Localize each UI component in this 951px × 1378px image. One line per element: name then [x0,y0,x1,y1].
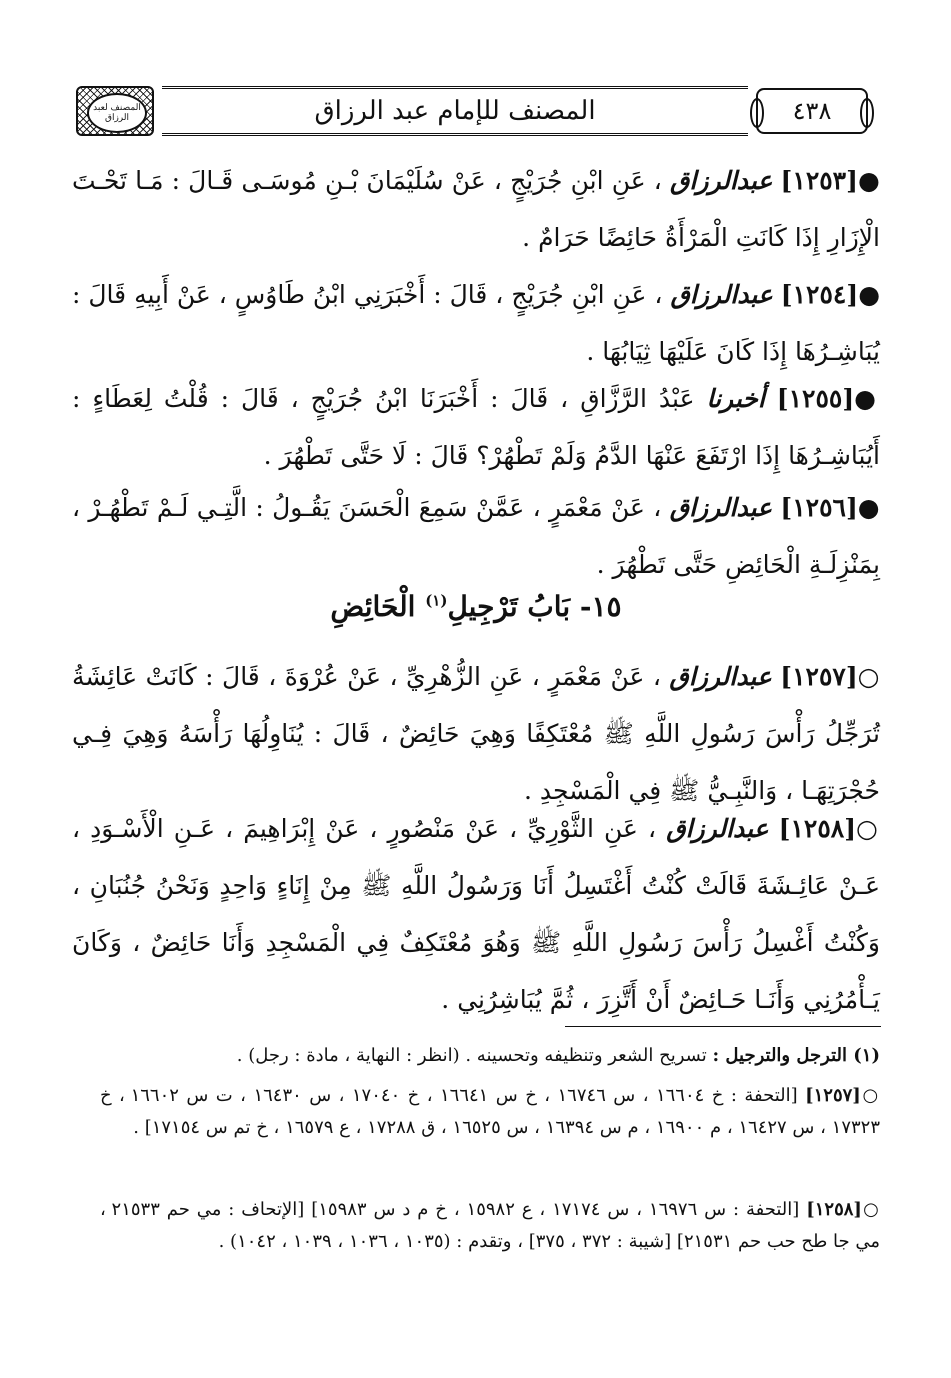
entry-number: [١٢٥٧] [780,662,858,691]
entry-marker: ● [854,384,880,413]
emblem-medallion: المصنف لعبد الرزاق [87,93,147,133]
entry-text: عَبْدُ الرَّزَّاقِ ، قَالَ : أَخْبَرَنَا ابْنُ جُرَيْجٍ ، قَالَ : قُلْتُ لِعَطَاءٍ : أَيُبَاشِـرُهَا إِذَا ارْتَفَعَ عَنْهَا الدَّمُ وَلَمْ تَطْهُرْ؟ قَالَ : لَا حَتَّى تَطْهُرَ . [72,384,880,470]
page-header [76,82,876,140]
section-title-part1: بَابُ تَرْجِيلِ [447,590,571,623]
entry-source: عبدالرزاق [670,166,773,195]
entry-source: أخبرنا [706,384,765,413]
section-number: ١٥- [579,590,622,623]
entry-marker: ● [857,493,880,522]
page-number-frame [756,88,868,134]
section-heading [72,590,880,623]
hadith-entry [72,648,880,819]
entry-source: عبدالرزاق [666,814,769,843]
footnote [100,1194,880,1258]
page-number: ٤٣٨ [792,97,832,125]
entry-number: [١٢٥٣] [780,166,858,195]
entry-number: [١٢٥٤] [780,280,859,309]
entry-text: ، عَنْ مَعْمَرٍ ، عَنِ الزُّهْرِيِّ ، عَنْ عُرْوَةَ ، قَالَ : كَانَتْ عَائِشَةُ تُرَجِّلُ رَأْسَ رَسُولِ اللَّهِ ﷺ مُعْتَكِفًا وَهِيَ حَائِضٌ ، قَالَ : يُنَاوِلُهَا رَأْسَهُ وَهِيَ فِـي حُجْرَتِهَـا ، وَالنَّبِـيُّ ﷺ فِي الْمَسْجِدِ . [72,662,880,805]
hadith-entry [72,152,880,266]
footnote [100,1080,880,1144]
entry-source: عبدالرزاق [669,662,772,691]
section-title-part2: الْحَائِضِ [330,590,416,623]
entry-source: عبدالرزاق [669,493,773,522]
entry-marker: ● [857,166,880,195]
running-title: المصنف للإمام عبد الرزاق [314,96,596,126]
footnote-reference: (١) [425,591,448,610]
entry-marker: ● [858,280,881,309]
entry-number: [١٢٥٦] [780,493,858,522]
entry-text: ، عَنْ مَعْمَرٍ ، عَمَّنْ سَمِعَ الْحَسَنَ يَقُـولُ : الَّتِـي لَـمْ تَطْهُـرْ ، بِمَنْزِلَـةِ الْحَائِضِ حَتَّى تَطْهُرَ . [72,493,880,579]
hadith-entry [72,800,880,1028]
entry-number: [١٢٥٨] [778,814,857,843]
hadith-entry [72,370,880,484]
footnote-text: [التحفة : خ ١٦٦٠٤ ، س ١٦٧٤٦ ، خ س ١٦٦٤١ ، خ ١٧٠٤٠ ، س ١٦٤٣٠ ، ت س ١٦٦٠٢ ، خ ١٧٣٢٣ ، س ١٦٤٢٧ ، م ١٦٩٠٠ ، م س ١٦٣٩٤ ، س ١٦٥٢٥ ، ق ١٧٢٨٨ ، ع ١٦٥٧٩ ، خ تم س ١٧١٥٤] . [100,1085,880,1138]
footnote-text: تسريح الشعر وتنظيفه وتحسينه . (انظر : النهاية ، مادة : رجل) . [236,1045,707,1066]
footnote-text: [التحفة : س ١٦٩٧٦ ، س ١٧١٧٤ ، ع ١٥٩٨٢ ، خ م د س ١٥٩٨٣] [الإتحاف : مي حم ٢١٥٣٣ ، مي جا طح حب حم ٢١٥٣١] [شيبة : ٣٧٢ ، ٣٧٥] ، وتقدم : (١٠٣٥ ، ١٠٣٦ ، ١٠٣٩ ، ١٠٤٢) . [100,1199,880,1252]
footnote [100,1040,880,1072]
entry-marker: ○ [857,662,880,691]
footnote-label: (١) الترجل والترجيل : [712,1045,880,1066]
footnote-label: ○[١٢٥٨] [806,1199,880,1220]
header-emblem [76,86,154,136]
entry-marker: ○ [856,814,880,843]
entry-source: عبدالرزاق [670,280,773,309]
hadith-entry [72,479,880,593]
hadith-entry [72,266,880,380]
entry-text: ، عَنِ ابْنِ جُرَيْجٍ ، قَالَ : أَخْبَرَنِي ابْنُ طَاوُسٍ ، عَنْ أَبِيهِ قَالَ : يُبَاشِـرُهَا إِذَا كَانَ عَلَيْهَا ثِيَابُهَا . [72,280,880,366]
running-title-band [162,86,748,136]
entry-text: ، عَنِ الثَّوْرِيِّ ، عَنْ مَنْصُورٍ ، عَنْ إِبْرَاهِيمَ ، عَـنِ الْأَسْـوَدِ ، عَـنْ عَائِـشَةَ قَالَتْ كُنْتُ أَغْتَسِلُ أَنَا وَرَسُولُ اللَّهِ ﷺ مِنْ إِنَاءٍ وَاحِدٍ وَنَحْنُ جُنُبَانِ ، وَكُنْتُ أَغْسِلُ رَأْسَ رَسُولِ اللَّهِ ﷺ وَهُوَ مُعْتَكِفٌ فِي الْمَسْجِدِ وَأَنَا حَائِضٌ ، وَكَانَ يَـأْمُرُنِي وَأَنَـا حَـائِضٌ أَنْ أَتَّزِرَ ، ثُمَّ يُبَاشِرُنِي . [72,814,880,1014]
footnote-separator [565,1026,881,1027]
entry-number: [١٢٥٥] [776,384,855,413]
entry-text: ، عَنِ ابْنِ جُرَيْجٍ ، عَنْ سُلَيْمَانَ بْـنِ مُوسَـى قَـالَ : مَـا تَحْـتَ الْإِزَارِ إِذَا كَانَتِ الْمَرْأَةُ حَائِضًا حَرَامٌ . [72,166,880,252]
footnote-label: ○[١٢٥٧] [805,1085,880,1106]
